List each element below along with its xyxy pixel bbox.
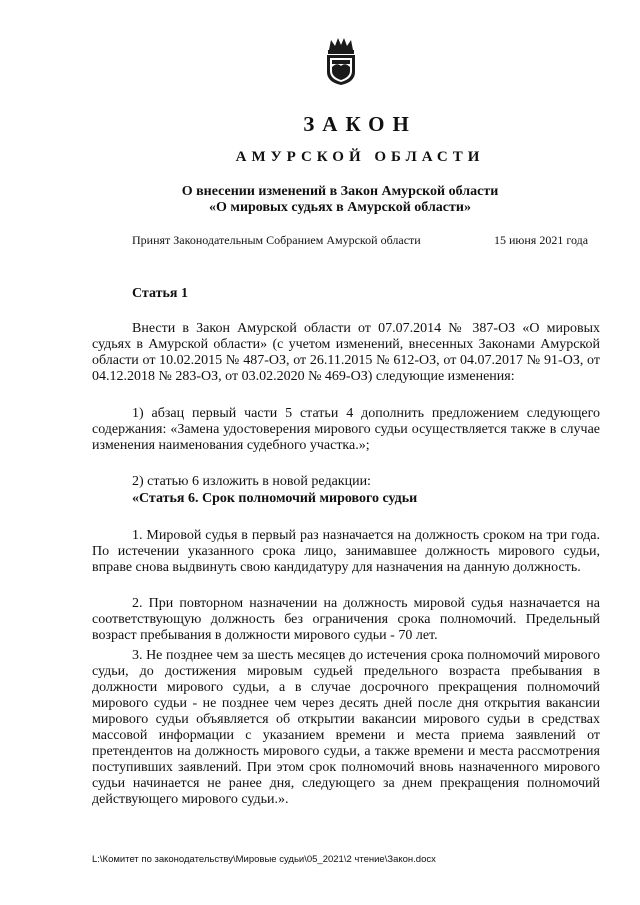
adoption-date: 15 июня 2021 года (494, 233, 589, 247)
document-title: О внесении изменений в Закон Амурской области «О мировых судьях в Амурской области» (181, 184, 499, 215)
coat-of-arms-icon (323, 36, 359, 86)
article-heading: Статья 1 (132, 286, 188, 301)
adopted-by-text: Принят Законодательным Собранием Амурской области (132, 233, 421, 247)
amendment-item-2: 2) статью 6 изложить в новой редакции: (132, 474, 371, 489)
new-article-heading: «Статья 6. Срок полномочий мирового судьи (132, 491, 418, 506)
new-article-paragraph-1: 1. Мировой судья в первый раз назначается на должность сроком на три года. По истечении указанного срока лицо, занимавшее должность мирового судьи, вправе снова выдвинуть свою кандидатуру для назначения на данную должность. (92, 528, 600, 575)
amendment-item-1: 1) абзац первый части 5 статьи 4 дополнить предложением следующего содержания: «Замена удостоверения мирового судьи осуществляется также в случае изменения наименования судебного участка.»; (92, 406, 600, 453)
article-intro-paragraph: Внести в Закон Амурской области от 07.07.2014 № 387-ОЗ «О мировых судьях в Амурской области» (с учетом изменений, внесенных Законами Амурской области от 10.02.2015 № 487-ОЗ, от 26.11.2015 № 612-ОЗ, от 04.07.2017 № 91-ОЗ, от 04.12.2018 № 283-ОЗ, от 03.02.2020 № 469-ОЗ) следующие изменения: (92, 321, 600, 384)
document-type-title: ЗАКОН (303, 112, 417, 136)
region-title: АМУРСКОЙ ОБЛАСТИ (235, 149, 485, 165)
file-path-footer: L:\Комитет по законодательству\Мировые судьи\05_2021\2 чтение\Закон.docx (92, 854, 436, 865)
new-article-paragraph-3: 3. Не позднее чем за шесть месяцев до истечения срока полномочий мирового судьи, до достижения мировым судьей предельного возраста пребывания в должности мирового судьи, а в случае досрочного прекращения полномочий мирового судьи - не позднее чем через десять дней после дня открытия вакансии мирового судьи объявляется об открытии вакансии мирового судьи в средствах массовой информации с указанием времени и места приема заявлений от претендентов на должность мирового судьи, а также времени и места рассмотрения поступивших заявлений. При этом срок полномочий вновь назначенного мирового судьи начинается не ранее дня, следующего за днем прекращения полномочий действующего мирового судьи.». (92, 648, 600, 807)
new-article-paragraph-2: 2. При повторном назначении на должность мировой судья назначается на соответствующую должность без ограничения срока полномочий. Предельный возраст пребывания в должности мирового судьи - 70 лет. (92, 596, 600, 643)
